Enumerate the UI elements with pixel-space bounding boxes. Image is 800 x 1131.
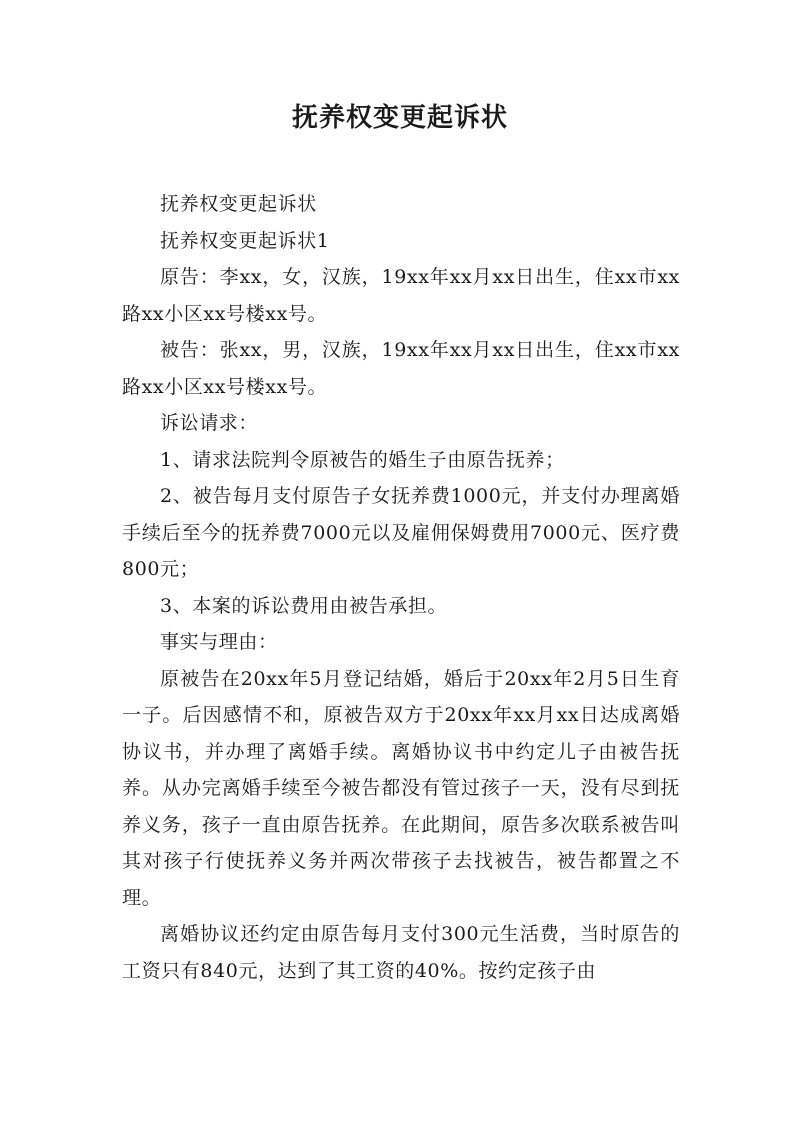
paragraph-heading: 抚养权变更起诉状 bbox=[160, 193, 317, 215]
paragraph-claim-2: 2、被告每月支付原告子女抚养费1000元，并支付办理离婚手续后至今的抚养费7000元以及雇佣保姆费用7000元、医疗费800元； bbox=[122, 485, 680, 580]
paragraph-claim-1: 1、请求法院判令原被告的婚生子由原告抚养； bbox=[160, 448, 565, 471]
paragraph-facts-heading: 事实与理由： bbox=[160, 631, 278, 653]
paragraph-claims-heading: 诉讼请求： bbox=[160, 412, 259, 434]
paragraph-plaintiff: 原告：李xx，女，汉族，19xx年xx月xx日出生，住xx市xx路xx小区xx号楼xx号。 bbox=[122, 266, 680, 325]
paragraph-facts-2: 离婚协议还约定由原告每月支付300元生活费，当时原告的工资只有840元，达到了其工资的40%。按约定孩子由 bbox=[122, 923, 680, 982]
paragraph-facts-1: 原被告在20xx年5月登记结婚，婚后于20xx年2月5日生育一子。后因感情不和，原被告双方于20xx年xx月xx日达成离婚协议书，并办理了离婚手续。离婚协议书中约定儿子由被告抚养。从办完离婚手续至今被告都没有管过孩子一天，没有尽到抚养义务，孩子一直由原告抚养。在此期间，原告多次联系被告叫其对孩子行使抚养义务并两次带孩子去找被告，被告都置之不理。 bbox=[122, 667, 680, 909]
paragraph-claim-3: 3、本案的诉讼费用由被告承担。 bbox=[160, 594, 448, 617]
document-title: 抚养权变更起诉状 bbox=[291, 103, 508, 133]
paragraph-subheading: 抚养权变更起诉状1 bbox=[160, 229, 330, 252]
paragraph-defendant: 被告：张xx，男，汉族，19xx年xx月xx日出生，住xx市xx路xx小区xx号楼xx号。 bbox=[122, 339, 680, 398]
document-body bbox=[122, 186, 680, 989]
